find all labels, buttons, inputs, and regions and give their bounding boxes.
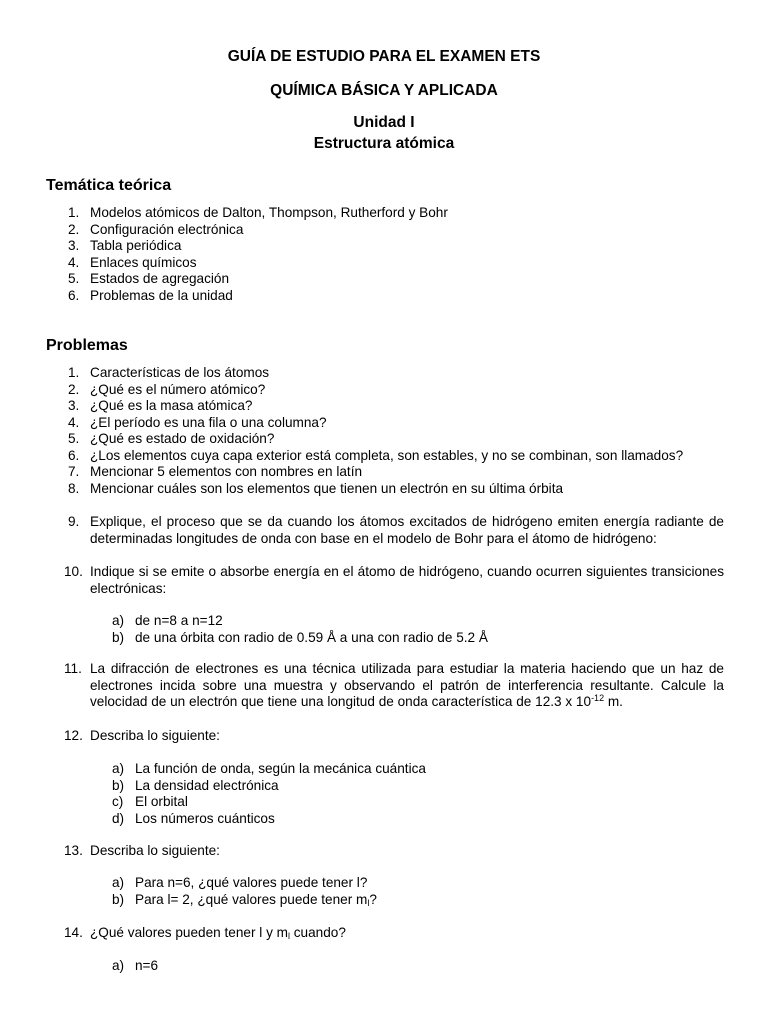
list-item: b) de una órbita con radio de 0.59 Å a una con radio de 5.2 Å — [112, 629, 488, 645]
question-9: 9. Explique, el proceso que se da cuando los átomos excitados de hidrógeno emiten energía radiante de determinadas longitudes de onda con base en el modelo de Bohr para el átomo de hidrógeno: — [68, 514, 724, 546]
document-title: GUÍA DE ESTUDIO PARA EL EXAMEN ETS — [227, 48, 541, 65]
list-item: a) Para n=6, ¿qué valores puede tener l? — [112, 875, 368, 890]
question-10: 10. Indique si se emite o absorbe energía en el átomo de hidrógeno, cuando ocurren siguientes transiciones electrónicas: — [64, 564, 724, 596]
list-item: 4. ¿El período es una fila o una columna? — [68, 414, 327, 430]
list-item: 1. Características de los átomos — [68, 365, 270, 380]
problemas-list — [46, 365, 724, 497]
question-10-subitems — [112, 613, 712, 646]
tematica-list — [46, 205, 724, 304]
list-item: 7. Mencionar 5 elementos con nombres en latín — [68, 464, 363, 479]
list-item: 3. ¿Qué es la masa atómica? — [68, 398, 253, 413]
question-12-subitems — [112, 761, 712, 827]
list-item: 4. Enlaces químicos — [68, 254, 197, 270]
list-item: c) El orbital — [112, 794, 188, 809]
unit-label: Unidad I — [353, 114, 415, 131]
list-item: a) La función de onda, según la mecánica cuántica — [112, 761, 426, 776]
list-item: d) Los números cuánticos — [112, 810, 275, 826]
list-item: a) de n=8 a n=12 — [112, 613, 223, 628]
list-item: 6. Problemas de la unidad — [68, 287, 233, 303]
list-item: 8. Mencionar cuáles son los elementos que tienen un electrón en su última órbita — [68, 480, 564, 496]
question-14-subitems — [112, 958, 712, 975]
list-item: a) n=6 — [112, 958, 159, 973]
course-title: QUÍMICA BÁSICA Y APLICADA — [270, 82, 498, 99]
list-item: 5. Estados de agregación — [68, 271, 230, 286]
list-item: b) Para l= 2, ¿qué valores puede tener $m_l$? — [112, 891, 377, 908]
list-item: 5. ¿Qué es estado de oxidación? — [68, 431, 275, 446]
list-item: b) La densidad electrónica — [112, 777, 279, 793]
list-item: 2. ¿Qué es el número atómico? — [68, 381, 266, 397]
question-11: 11. La difracción de electrones es una técnica utilizada para estudiar la materia haciendo que un haz de electrones incida sobre una muestra y observando el patrón de interferencia resultante. Calcule la velocidad de un electrón que tiene una longitud de onda característica de 12.3 x $10^{-12}$ m. — [64, 661, 724, 709]
list-item: 2. Configuración electrónica — [68, 221, 244, 237]
tematica-heading: Temática teórica — [46, 177, 172, 194]
problemas-heading: Problemas — [46, 337, 128, 354]
question-13-subitems — [112, 875, 712, 908]
list-item: 3. Tabla periódica — [68, 238, 182, 253]
list-item: 1. Modelos atómicos de Dalton, Thompson, Rutherford y Bohr — [68, 205, 448, 220]
list-item: 6. ¿Los elementos cuya capa exterior está completa, son estables, y no se combinan, son llamados? — [68, 447, 684, 463]
question-12: 12. Describa lo siguiente: — [64, 728, 220, 743]
question-14: 14. ¿Qué valores pueden tener l y $m_l$ cuando? — [64, 925, 346, 941]
unit-title: Estructura atómica — [313, 135, 455, 152]
question-13: 13. Describa lo siguiente: — [64, 843, 220, 858]
